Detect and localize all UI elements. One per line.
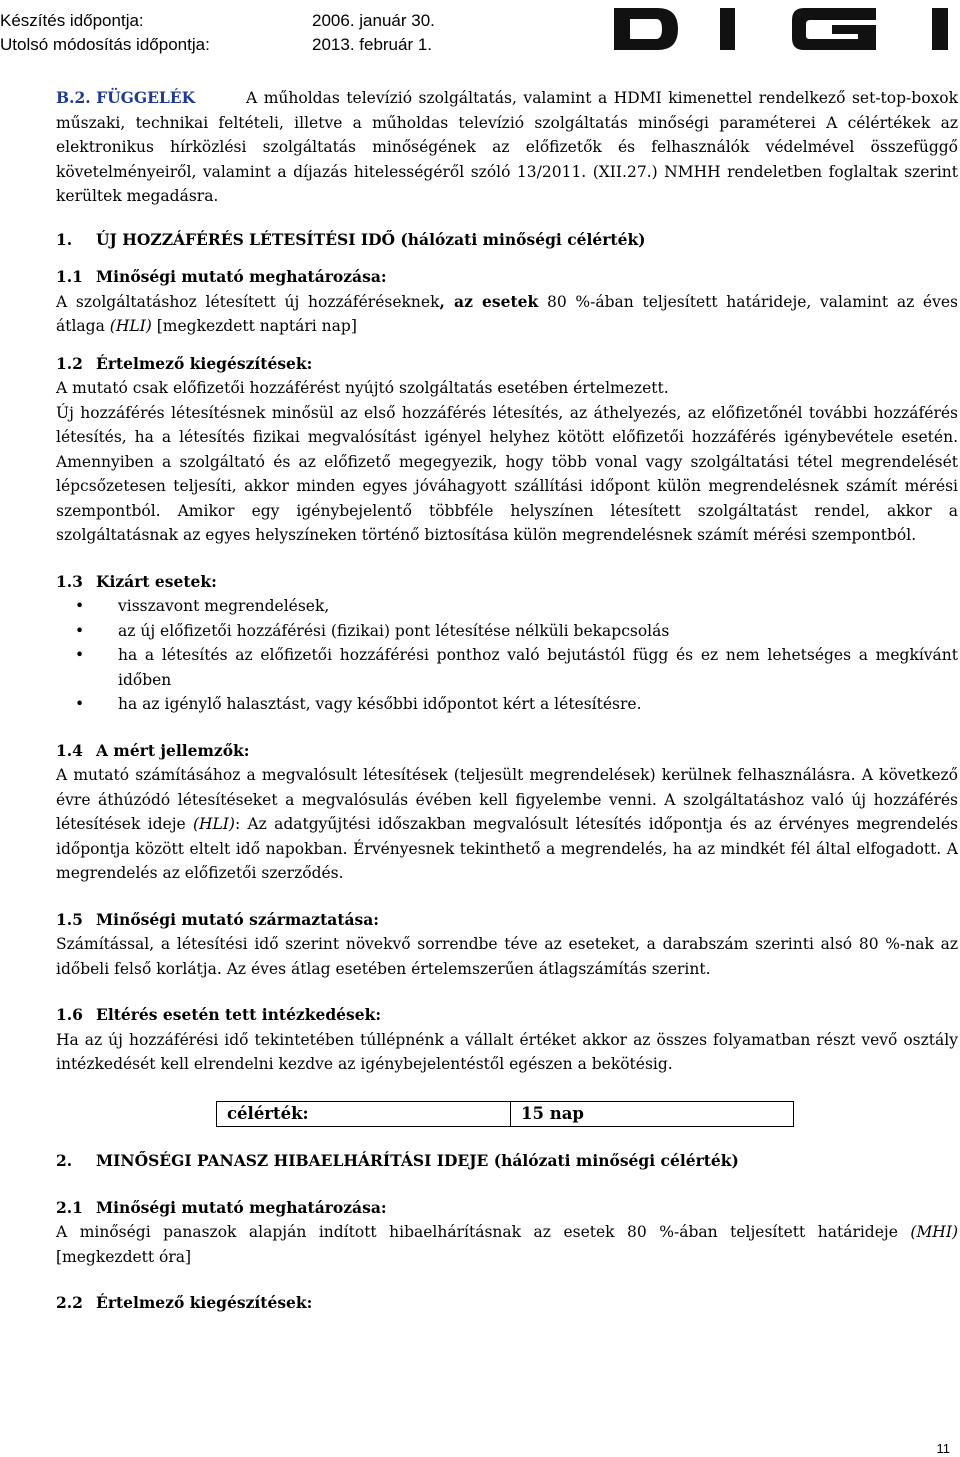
section-2-heading: 2. MINŐSÉGI PANASZ HIBAELHÁRÍTÁSI IDEJE (hálózati minőségi célérték) (56, 1151, 739, 1170)
created-value: 2006. január 30. (312, 11, 435, 30)
section-1-1-heading: 1.1 Minőségi mutató meghatározása: (56, 267, 387, 286)
document-body (56, 86, 958, 1316)
target-label: célérték: (217, 1101, 511, 1127)
section-1-4-heading: 1.4 A mért jellemzők: (56, 740, 250, 760)
section-1-3-heading: 1.3 Kizárt esetek: (56, 571, 217, 591)
target-value: 15 nap (511, 1101, 794, 1127)
list-item: • ha az igénylő halasztást, vagy későbbi időpontot kért a létesítésre. (118, 692, 958, 717)
intro-paragraph (56, 86, 958, 209)
excluded-cases-list (56, 594, 958, 717)
section-2-1-heading: 2.1 Minőségi mutató meghatározása: (56, 1197, 387, 1217)
modified-label: Utolsó módosítás időpontja: (0, 35, 210, 54)
section-1-heading: 1. ÚJ HOZZÁFÉRÉS LÉTESÍTÉSI IDŐ (hálózati minőségi célérték) (56, 229, 646, 249)
section-1-4-text: A mutató számításához a megvalósult létesítések (teljesült megrendelések) kerülnek felhasználásra. A következő évre áthúzódó létesítéseket a megvalósulás évében kell figyelembe venni. A szolgáltatáshoz való új hozzáférés létesítések ideje (HLI): Az adatgyűjtési időszakban megvalósult létesítés időpontja és az érvényes megrendelés időpontja között eltelt idő napokban. Érvényesnek tekinthető a megrendelés, ha az mindkét fél által elfogadott. A megrendelés az előfizetői szerződés. (56, 766, 958, 882)
list-item: • az új előfizetői hozzáférési (fizikai) pont létesítése nélküli bekapcsolás (118, 619, 958, 644)
intro-text: A műholdas televízió szolgáltatás, valamint a HDMI kimenettel rendelkező set-top-boxok műszaki, technikai feltételi, illetve a műholdas televízió szolgáltatás minőségi paraméterei A célértékek az elektronikus hírközlési szolgáltatás minőségének az előfizetők és felhasználók védelmével összefüggő követelményeiről, valamint a díjazás hitelességéről szóló 13/2011. (XII.27.) NMHH rendeletben foglaltak szerint kerültek megadásra. (56, 89, 958, 205)
section-1-1-text: A szolgáltatáshoz létesített új hozzáféréseknek, az esetek 80 %-ában teljesített határideje, valamint az éves átlaga (HLI) [megkezdett naptári nap] (56, 291, 958, 335)
page-number: 11 (936, 1441, 950, 1456)
list-item: • ha a létesítés az előfizetői hozzáférési ponthoz való bejutástól függ és ez nem lehetséges a megkívánt időben (118, 643, 958, 692)
section-1-6-text: Ha az új hozzáférési idő tekintetében túllépnénk a vállalt értéket akkor az összes folyamatban részt vevő osztály intézkedését kell elrendelni kezdve az igénybejelentéstől egészen a bekötésig. (56, 1030, 958, 1073)
section-1-2-line: A mutató csak előfizetői hozzáférést nyújtó szolgáltatás esetében értelmezett. (56, 379, 669, 397)
created-label: Készítés időpontja: (0, 11, 144, 30)
modified-value: 2013. február 1. (312, 35, 433, 54)
digi-logo (614, 6, 956, 52)
section-2-1-text: A minőségi panaszok alapján indított hibaelhárításnak az esetek 80 %-ában teljesített határideje (MHI)[megkezdett óra] (56, 1223, 958, 1266)
section-1-5-text: Számítással, a létesítési idő szerint növekvő sorrendbe téve az eseteket, a darabszám szerinti alsó 80 %-nak az időbeli felső korlátja. Az éves átlag esetében értelemszerűen átlagszámítás szerint. (56, 935, 958, 978)
section-1-2-heading: 1.2 Értelmező kiegészítések: (56, 353, 313, 373)
section-2-2-heading: 2.2 Értelmező kiegészítések: (56, 1293, 313, 1312)
section-1-6-heading: 1.6 Eltérés esetén tett intézkedések: (56, 1005, 382, 1024)
target-value-table (216, 1101, 794, 1128)
appendix-label: B.2. FÜGGELÉK (56, 88, 196, 107)
section-1-5-heading: 1.5 Minőségi mutató származtatása: (56, 909, 380, 929)
section-1-2-paragraph: Új hozzáférés létesítésnek minősül az első hozzáférés létesítés, az áthelyezés, az előfizetőnél további hozzáférés létesítés, ha a létesítés fizikai megvalósítást igényel helyhez kötött előfizetői hozzáférés igénybevétele esetén. Amennyiben a szolgáltató és az előfizető megegyezik, hogy több vonal vagy szolgáltatási tétel megrendelését lépcsőzetesen teljesíti, akkor minden egyes jóváhagyott szállítási időpont külön megrendelésnek számít mérési szempontból. Amikor egy igénybejelentő többféle helyszínen létesített szolgáltatást rendel, akkor a szolgáltatásnak az egyes helyszíneken történő biztosítása külön megrendelésnek számít mérési szempontból. (56, 403, 958, 544)
list-item: • visszavont megrendelések, (118, 594, 958, 619)
